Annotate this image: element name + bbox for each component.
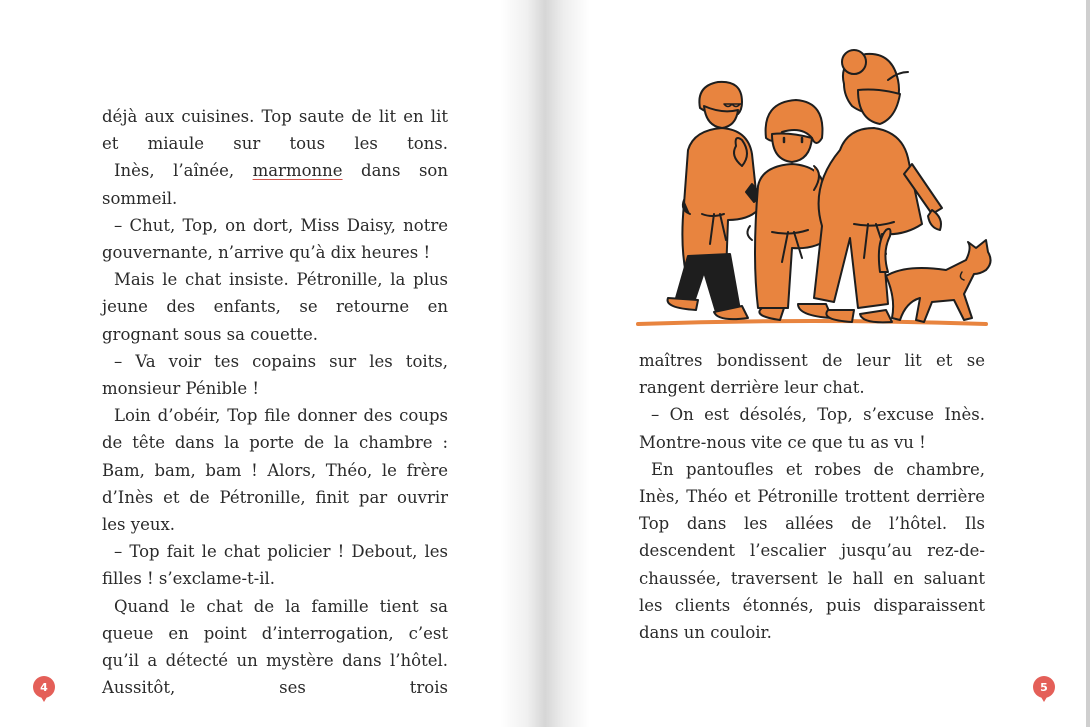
left-page-text bbox=[102, 103, 448, 701]
children-and-cat-illustration bbox=[632, 46, 992, 331]
paragraph: maîtres bondissent de leur lit et se rangent derrière leur chat. bbox=[639, 351, 985, 398]
page-number-badge: 4 bbox=[33, 676, 55, 698]
paragraph-text: Inès, l’aînée, bbox=[114, 161, 253, 181]
right-page-text bbox=[639, 347, 985, 646]
paragraph: – Chut, Top, on dort, Miss Daisy, notre gouvernante, n’arrive qu’à dix heures ! bbox=[102, 215, 448, 263]
paragraph: Quand le chat de la famille tient sa queue en point d’interrogation, c’est qu’il a détecté un mystère dans l’hôtel. Aussitôt, ses trois bbox=[102, 596, 448, 698]
paragraph: – On est désolés, Top, s’excuse Inès. Montre-nous vite ce que tu as vu ! bbox=[639, 405, 985, 452]
boy-figure bbox=[668, 82, 762, 319]
spellcheck-underlined-word[interactable]: marmonne bbox=[252, 161, 343, 181]
book-gutter-shadow bbox=[500, 0, 590, 727]
paragraph: Loin d’obéir, Top file donner des coups de tête dans la porte de la chambre : Bam, bam, bam ! Alors, Théo, le frère d’Inès et de Pétronille, finit par ouvrir les yeux. bbox=[102, 406, 448, 535]
page-edge bbox=[1086, 0, 1090, 727]
paragraph: – Top fait le chat policier ! Debout, les filles ! s’exclame-t-il. bbox=[102, 542, 448, 589]
paragraph-text: dans son sommeil. bbox=[102, 161, 448, 208]
paragraph: déjà aux cuisines. Top saute de lit en lit et miaule sur tous les tons. bbox=[102, 107, 448, 154]
cat-figure bbox=[879, 229, 991, 322]
paragraph: En pantoufles et robes de chambre, Inès, Théo et Pétronille trottent derrière Top dans les allées de l’hôtel. Ils descendent l’escalier jusqu’au rez-de-chaussée, traversent le hall en saluant les clients étonnés, puis disparaissent dans un couloir. bbox=[639, 459, 985, 643]
paragraph bbox=[102, 157, 448, 211]
paragraph: – Va voir tes copains sur les toits, monsieur Pénible ! bbox=[102, 351, 448, 399]
page-number-badge: 5 bbox=[1033, 676, 1055, 698]
paragraph: Mais le chat insiste. Pétronille, la plus jeune des enfants, se retourne en grognant sous sa couette. bbox=[102, 270, 448, 344]
